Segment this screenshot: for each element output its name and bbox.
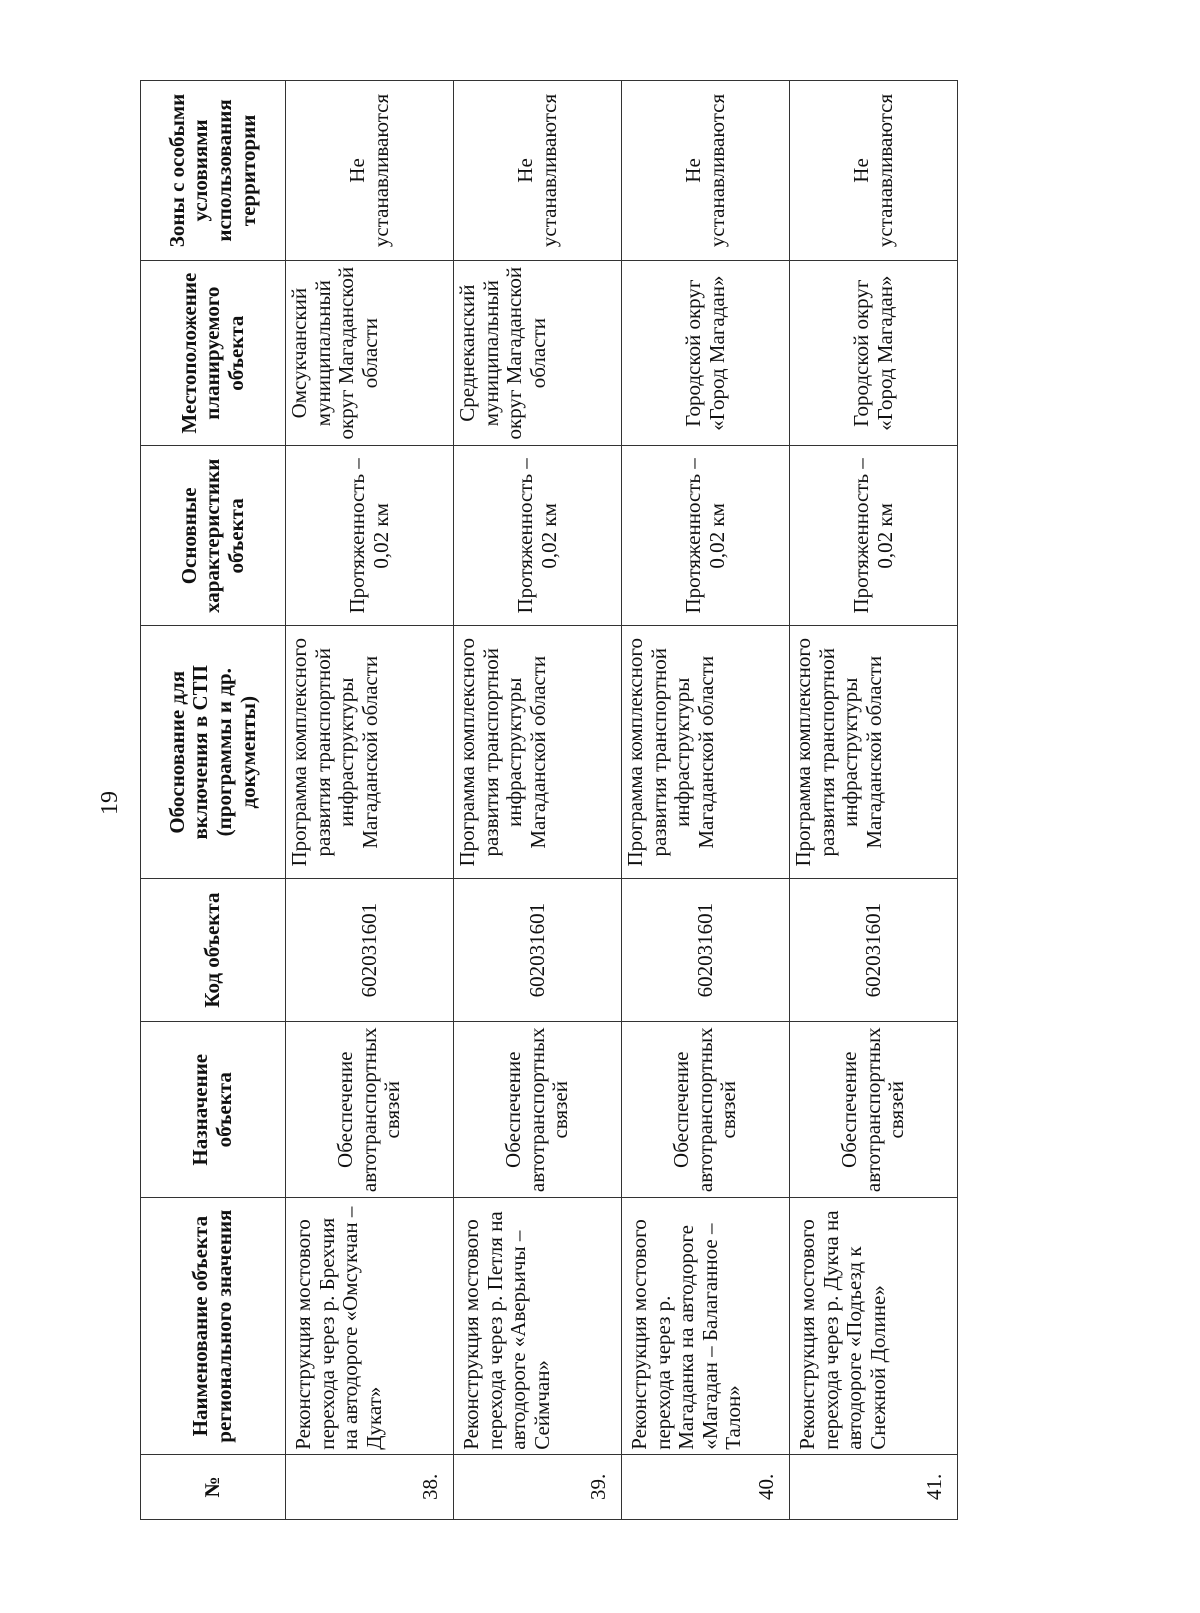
- header-zones: Зоны с особыми условиями использования территории: [141, 81, 286, 261]
- cell-number: 38.: [286, 1454, 454, 1519]
- cell-purpose: Обеспечение автотранспортных связей: [622, 1021, 790, 1198]
- table-row: [286, 81, 454, 1520]
- header-name: Наименование объекта регионального значения: [141, 1198, 286, 1454]
- cell-name: Реконструкция мостового перехода через р. Магаданка на автодороге «Магадан – Балаганное – Талон»: [622, 1198, 790, 1454]
- cell-name: Реконструкция мостового перехода через р. Петля на автодороге «Аверьичы – Сеймчан»: [454, 1198, 622, 1454]
- cell-zones: Не устанавливаются: [454, 81, 622, 261]
- table-row: [622, 81, 790, 1520]
- cell-characteristics: Протяженность – 0,02 км: [454, 446, 622, 626]
- table-row: [454, 81, 622, 1520]
- cell-name: Реконструкция мостового перехода через р. Дукча на автодороге «Подъезд к Снежной Долине»: [790, 1198, 958, 1454]
- cell-characteristics: Протяженность – 0,02 км: [622, 446, 790, 626]
- cell-code: 602031601: [286, 879, 454, 1022]
- cell-purpose: Обеспечение автотранспортных связей: [790, 1021, 958, 1198]
- cell-code: 602031601: [454, 879, 622, 1022]
- cell-zones: Не устанавливаются: [286, 81, 454, 261]
- cell-basis: Программа комплексного развития транспортной инфраструктуры Магаданской области: [790, 626, 958, 879]
- cell-basis: Программа комплексного развития транспортной инфраструктуры Магаданской области: [622, 626, 790, 879]
- header-number: №: [141, 1454, 286, 1519]
- cell-purpose: Обеспечение автотранспортных связей: [454, 1021, 622, 1198]
- cell-number: 39.: [454, 1454, 622, 1519]
- table-header-row: [141, 81, 286, 1520]
- cell-characteristics: Протяженность – 0,02 км: [790, 446, 958, 626]
- header-purpose: Назначение объекта: [141, 1021, 286, 1198]
- rotated-table-wrapper: [140, 80, 947, 1520]
- cell-purpose: Обеспечение автотранспортных связей: [286, 1021, 454, 1198]
- cell-location: Городской округ «Город Магадан»: [622, 260, 790, 445]
- cell-location: Омсукчанский муниципальный округ Магаданской области: [286, 260, 454, 445]
- cell-basis: Программа комплексного развития транспортной инфраструктуры Магаданской области: [286, 626, 454, 879]
- header-basis: Обоснование для включения в СТП (программы и др. документы): [141, 626, 286, 879]
- cell-location: Городской округ «Город Магадан»: [790, 260, 958, 445]
- cell-code: 602031601: [790, 879, 958, 1022]
- header-code: Код объекта: [141, 879, 286, 1022]
- cell-number: 40.: [622, 1454, 790, 1519]
- table-row: [790, 81, 958, 1520]
- cell-code: 602031601: [622, 879, 790, 1022]
- cell-name: Реконструкция мостового перехода через р. Брехчия на автодороге «Омсукчан – Дукат»: [286, 1198, 454, 1454]
- header-characteristics: Основные характеристики объекта: [141, 446, 286, 626]
- cell-zones: Не устанавливаются: [622, 81, 790, 261]
- objects-table: [140, 80, 958, 1520]
- cell-number: 41.: [790, 1454, 958, 1519]
- cell-zones: Не устанавливаются: [790, 81, 958, 261]
- cell-characteristics: Протяженность – 0,02 км: [286, 446, 454, 626]
- rotated-table-stage: [140, 80, 947, 1520]
- header-location: Местоположение планируемого объекта: [141, 260, 286, 445]
- cell-basis: Программа комплексного развития транспортной инфраструктуры Магаданской области: [454, 626, 622, 879]
- page-number: 19: [97, 791, 123, 815]
- cell-location: Среднеканский муниципальный округ Магаданской области: [454, 260, 622, 445]
